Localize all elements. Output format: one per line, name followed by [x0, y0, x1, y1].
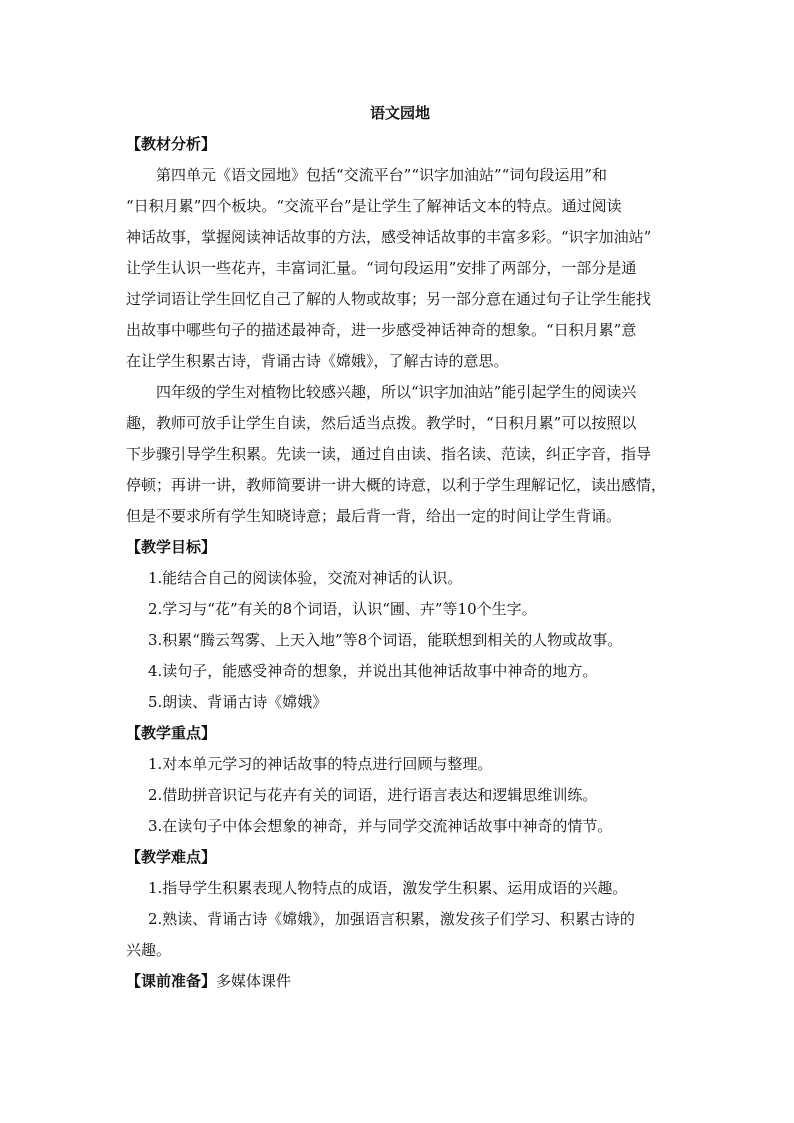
text-line: 过学词语让学生回忆自己了解的人物或故事；另一部分意在通过句子让学生能找 [126, 290, 652, 308]
preparation-value: 多媒体课件 [216, 972, 292, 990]
goal-item-5: 5.朗读、背诵古诗《嫦娥》 [148, 693, 328, 711]
goal-item-1: 1.能结合自己的阅读体验，交流对神话的认识。 [148, 569, 463, 587]
goal-item-3: 3.积累“腾云驾雾、上天入地”等8个词语，能联想到相关的人物或故事。 [148, 631, 623, 649]
difficulties-heading: 【教学难点】 [126, 848, 217, 866]
key-points-heading: 【教学重点】 [126, 724, 217, 742]
key-point-item-3: 3.在读句子中体会想象的神奇，并与同学交流神话故事中神奇的情节。 [148, 817, 613, 835]
document-body [126, 97, 674, 997]
text-line: 神话故事，掌握阅读神话故事的方法，感受神话故事的丰富多彩。“识字加油站” [126, 228, 652, 246]
text-line: 停顿；再讲一讲，教师简要讲一讲大概的诗意，以利于学生理解记忆，读出感情， [126, 476, 667, 494]
analysis-paragraph-1 [126, 160, 674, 377]
difficulty-item-2 [126, 904, 674, 966]
document-title: 语文园地 [369, 104, 430, 122]
text-line: “日积月累”四个板块。“交流平台”是让学生了解神话文本的特点。通过阅读 [126, 197, 622, 215]
text-line: 在让学生积累古诗，背诵古诗《嫦娥》，了解古诗的意思。 [126, 352, 509, 370]
text-line: 兴趣。 [126, 941, 172, 959]
preparation-heading: 【课前准备】 [126, 972, 217, 990]
goal-item-2: 2.学习与“花”有关的8个词语，认识“圃、卉”等10个生字。 [148, 600, 537, 618]
analysis-paragraph-2 [126, 377, 674, 532]
difficulty-item-1: 1.指导学生积累表现人物特点的成语，激发学生积累、运用成语的兴趣。 [148, 879, 628, 897]
text-line: 四年级的学生对植物比较感兴趣，所以“识字加油站”能引起学生的阅读兴 [156, 383, 637, 401]
text-line: 下步骤引导学生积累。先读一读，通过自由读、指名读、范读，纠正字音，指导 [126, 445, 652, 463]
text-line: 出故事中哪些句子的描述最神奇，进一步感受神话神奇的想象。“日积月累”意 [126, 321, 637, 339]
preparation-row [126, 966, 674, 997]
key-point-item-2: 2.借助拼音识记与花卉有关的词语，进行语言表达和逻辑思维训练。 [148, 786, 598, 804]
text-line: 第四单元《语文园地》包括“交流平台”“识字加油站”“词句段运用”和 [156, 166, 608, 184]
analysis-heading: 【教材分析】 [126, 135, 217, 153]
text-line: 但是不要求所有学生知晓诗意；最后背一背，给出一定的时间让学生背诵。 [126, 507, 622, 525]
goals-heading: 【教学目标】 [126, 538, 217, 556]
text-line: 趣，教师可放手让学生自读，然后适当点拨。教学时，“日积月累”可以按照以 [126, 414, 637, 432]
key-point-item-1: 1.对本单元学习的神话故事的特点进行回顾与整理。 [148, 755, 493, 773]
text-line: 让学生认识一些花卉，丰富词汇量。“词句段运用”安排了两部分，一部分是通 [126, 259, 637, 277]
text-line: 2.熟读、背诵古诗《嫦娥》，加强语言积累，激发孩子们学习、积累古诗的 [148, 910, 635, 928]
goal-item-4: 4.读句子，能感受神奇的想象，并说出其他神话故事中神奇的地方。 [148, 662, 598, 680]
